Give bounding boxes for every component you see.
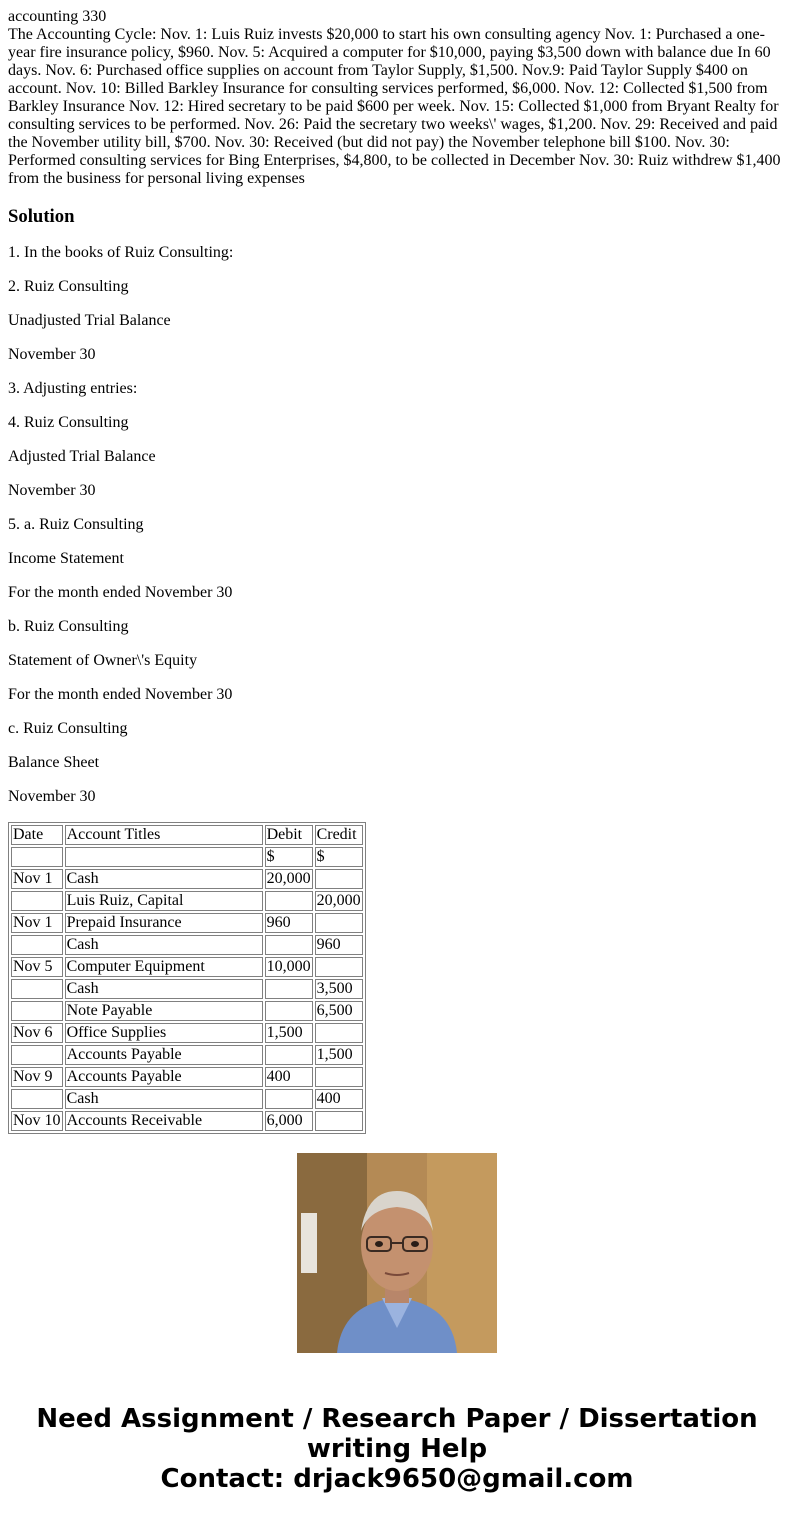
cell-credit: 20,000	[316, 892, 361, 909]
cell-account-title: Prepaid Insurance	[65, 913, 263, 933]
cell-account-title: Cash	[65, 1089, 263, 1109]
cell-date	[11, 1045, 63, 1065]
cell-date	[11, 1089, 63, 1109]
solution-line: Income Statement	[8, 550, 124, 567]
cell-account-title: Accounts Payable	[65, 1067, 263, 1087]
solution-line: Statement of Owner\'s Equity	[8, 652, 198, 669]
cell-debit	[265, 1045, 313, 1065]
cell-debit	[265, 891, 313, 911]
table-row	[11, 1001, 363, 1021]
cell-debit	[265, 1089, 313, 1109]
cell-credit	[315, 1111, 363, 1131]
table-row	[11, 869, 363, 889]
cell-debit: 10,000	[266, 958, 311, 975]
cell-credit: $	[315, 847, 363, 867]
solution-line: 3. Adjusting entries:	[8, 380, 138, 397]
promo-banner	[0, 1404, 794, 1494]
cell-debit	[265, 935, 313, 955]
journal-table-viewport	[8, 822, 784, 1129]
cell-date	[11, 891, 63, 911]
cell-credit	[315, 1067, 363, 1087]
cell-debit	[265, 979, 313, 999]
solution-line: 1. In the books of Ruiz Consulting:	[8, 244, 234, 261]
solution-heading: Solution	[8, 206, 75, 227]
table-row	[11, 913, 363, 933]
solution-line: 2. Ruiz Consulting	[8, 278, 129, 295]
cell-debit: 960	[265, 913, 313, 933]
cell-account-title: Cash	[65, 869, 263, 889]
promo-line-1: Need Assignment / Research Paper / Dissertation	[36, 1404, 758, 1434]
cell-date: Nov 1	[11, 913, 63, 933]
table-row	[11, 957, 363, 977]
cell-credit: 960	[315, 935, 363, 955]
cell-account-title: Luis Ruiz, Capital	[65, 891, 263, 911]
author-photo-image	[297, 1153, 497, 1353]
table-header-row	[11, 825, 363, 845]
cell-credit: 400	[315, 1089, 363, 1109]
table-row	[11, 1111, 363, 1131]
cell-date	[11, 1001, 63, 1021]
cell-debit: 400	[265, 1067, 313, 1087]
table-row	[11, 1089, 363, 1109]
author-avatar	[297, 1153, 497, 1353]
cell-credit: 1,500	[315, 1045, 363, 1065]
solution-line: Unadjusted Trial Balance	[8, 312, 171, 329]
journal-table	[8, 822, 366, 1134]
cell-account-title	[65, 847, 263, 867]
cell-date: Nov 10	[13, 1112, 61, 1129]
cell-debit: $	[265, 847, 313, 867]
header-date: Date	[11, 825, 63, 845]
promo-line-2: writing Help	[306, 1434, 488, 1464]
cell-credit	[315, 869, 363, 889]
header-account-titles: Account Titles	[65, 825, 263, 845]
cell-date: Nov 1	[11, 869, 63, 889]
cell-date: Nov 6	[11, 1023, 63, 1043]
cell-credit: 3,500	[315, 979, 363, 999]
cell-debit: 20,000	[266, 870, 311, 887]
cell-account-title: Accounts Payable	[65, 1045, 263, 1065]
cell-account-title: Accounts Receivable	[65, 1111, 263, 1131]
table-row	[11, 1067, 363, 1087]
table-row	[11, 891, 363, 911]
solution-line: November 30	[8, 788, 96, 805]
cell-date	[11, 847, 63, 867]
header-debit: Debit	[265, 825, 313, 845]
cell-credit	[315, 957, 363, 977]
header-credit: Credit	[315, 825, 363, 845]
cell-credit	[315, 913, 363, 933]
solution-line: c. Ruiz Consulting	[8, 720, 128, 737]
table-row	[11, 847, 363, 867]
table-row	[11, 979, 363, 999]
cell-account-title: Computer Equipment	[65, 957, 263, 977]
promo-contact: Contact: drjack9650@gmail.com	[160, 1464, 634, 1494]
cell-date	[11, 935, 63, 955]
solution-line: 5. a. Ruiz Consulting	[8, 516, 144, 533]
solution-line: November 30	[8, 346, 96, 363]
solution-line: For the month ended November 30	[8, 686, 233, 703]
cell-date	[11, 979, 63, 999]
solution-line: Adjusted Trial Balance	[8, 448, 156, 465]
cell-credit: 6,500	[315, 1001, 363, 1021]
problem-statement: The Accounting Cycle: Nov. 1: Luis Ruiz invests $20,000 to start his own consulting agency Nov. 1: Purchased a one-year fire insurance policy, $960. Nov. 5: Acquired a computer for $10,000, paying $3,500 down with balance due In 60 days. Nov. 6: Purchased office supplies on account from Taylor Supply, $1,500. Nov.9: Paid Taylor Supply $400 on account. Nov. 10: Billed Barkley Insurance for consulting services performed, $6,000. Nov. 12: Collected $1,500 from Barkley Insurance Nov. 12: Hired secretary to be paid $600 per week. Nov. 15: Collected $1,000 from Bryant Realty for consulting services to be performed. Nov. 26: Paid the secretary two weeks\' wages, $1,200. Nov. 29: Received and paid the November utility bill, $700. Nov. 30: Received (but did not pay) the November telephone bill $100. Nov. 30: Performed consulting services for Bing Enterprises, $4,800, to be collected in December Nov. 30: Ruiz withdrew $1,400 from the business for personal living expenses	[8, 26, 781, 187]
cell-debit	[265, 1001, 313, 1021]
table-row	[11, 935, 363, 955]
cell-account-title: Cash	[65, 935, 263, 955]
cell-debit: 6,000	[265, 1111, 313, 1131]
solution-line: Balance Sheet	[8, 754, 100, 771]
table-row	[11, 1023, 363, 1043]
cell-debit: 1,500	[265, 1023, 313, 1043]
cell-credit	[315, 1023, 363, 1043]
document-title: accounting 330	[8, 8, 107, 25]
solution-line: For the month ended November 30	[8, 584, 233, 601]
solution-line: November 30	[8, 482, 96, 499]
solution-lines	[8, 244, 784, 806]
solution-line: 4. Ruiz Consulting	[8, 414, 129, 431]
document-body	[8, 8, 784, 1129]
table-row	[11, 1045, 363, 1065]
cell-date: Nov 5	[11, 957, 63, 977]
cell-account-title: Note Payable	[65, 1001, 263, 1021]
cell-date: Nov 9	[11, 1067, 63, 1087]
cell-account-title: Office Supplies	[65, 1023, 263, 1043]
cell-account-title: Cash	[65, 979, 263, 999]
solution-line: b. Ruiz Consulting	[8, 618, 129, 635]
